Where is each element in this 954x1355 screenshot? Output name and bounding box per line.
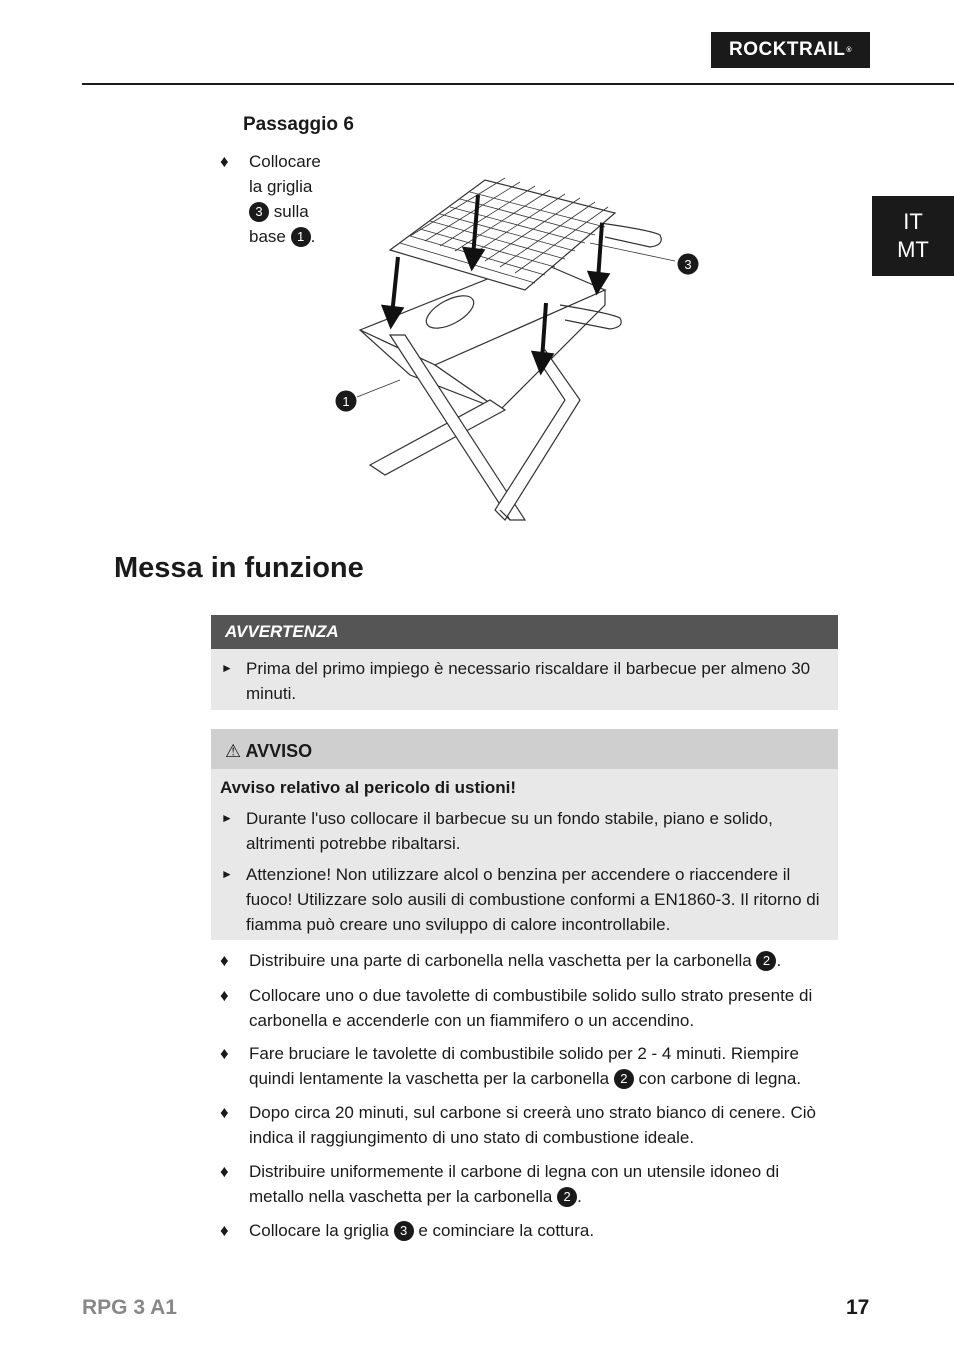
language-it: IT [903, 209, 923, 234]
triangle-bullet-icon: ► [221, 867, 233, 881]
section-title: Messa in funzione [114, 552, 364, 584]
triangle-bullet-icon: ► [221, 661, 233, 675]
brand-name: ROCKTRAIL [728, 39, 846, 60]
triangle-bullet-icon: ► [221, 811, 233, 825]
brand-logo [711, 32, 870, 68]
warning-triangle-icon: ⚠ [225, 741, 242, 761]
callout-number: 2 [614, 1069, 634, 1089]
diamond-bullet-icon: ♦ [220, 951, 229, 970]
avviso-subheading: Avviso relativo al pericolo di ustioni! [220, 778, 516, 797]
avviso-item: ► Attenzione! Non utilizzare alcol o benzina per accendere o riaccendere il fuoco! Utilizzare solo ausili di combustione conformi a EN1860-3. Il ritorno di fiamma può creare uno sviluppo di calore incontrollabile. [211, 862, 838, 937]
avviso-item: ► Durante l'uso collocare il barbecue su un fondo stabile, piano e solido, altrimenti potrebbe ribaltarsi. [211, 806, 838, 856]
diamond-bullet-icon: ♦ [220, 1103, 229, 1122]
callout-number: 2 [557, 1187, 577, 1207]
avviso-box [211, 729, 838, 940]
language-mt: MT [897, 237, 929, 262]
callout-number: 2 [756, 951, 776, 971]
diamond-bullet-icon: ♦ [220, 1221, 229, 1240]
footer-model: RPG 3 A1 [82, 1296, 177, 1319]
callout-number: 3 [249, 202, 269, 222]
step-title: Passaggio 6 [243, 114, 354, 135]
diamond-bullet-icon: ♦ [220, 1162, 229, 1181]
diamond-bullet-icon: ♦ [220, 986, 229, 1005]
step-bullet-text: Collocare la griglia 3 sulla base 1 . [249, 152, 321, 246]
avvertenza-box [211, 615, 838, 710]
page-number: 17 [846, 1296, 870, 1319]
avviso-heading: ⚠ AVVISO [211, 729, 838, 769]
language-tab [872, 196, 954, 276]
grill-assembly-figure [330, 175, 710, 535]
header-rule [82, 83, 954, 85]
callout-1-label: 1 [342, 394, 350, 409]
callout-number: 3 [394, 1221, 414, 1241]
diamond-bullet-icon: ♦ [220, 1044, 229, 1063]
grill-illustration [330, 175, 710, 535]
callout-3-label: 3 [684, 257, 692, 272]
avvertenza-item: ► Prima del primo impiego è necessario riscaldare il barbecue per almeno 30 minuti. [211, 656, 838, 706]
diamond-bullet-icon: ♦ [220, 152, 229, 171]
avvertenza-heading: AVVERTENZA [211, 615, 838, 649]
brand-registered: ® [846, 46, 853, 54]
callout-number: 1 [291, 227, 311, 247]
